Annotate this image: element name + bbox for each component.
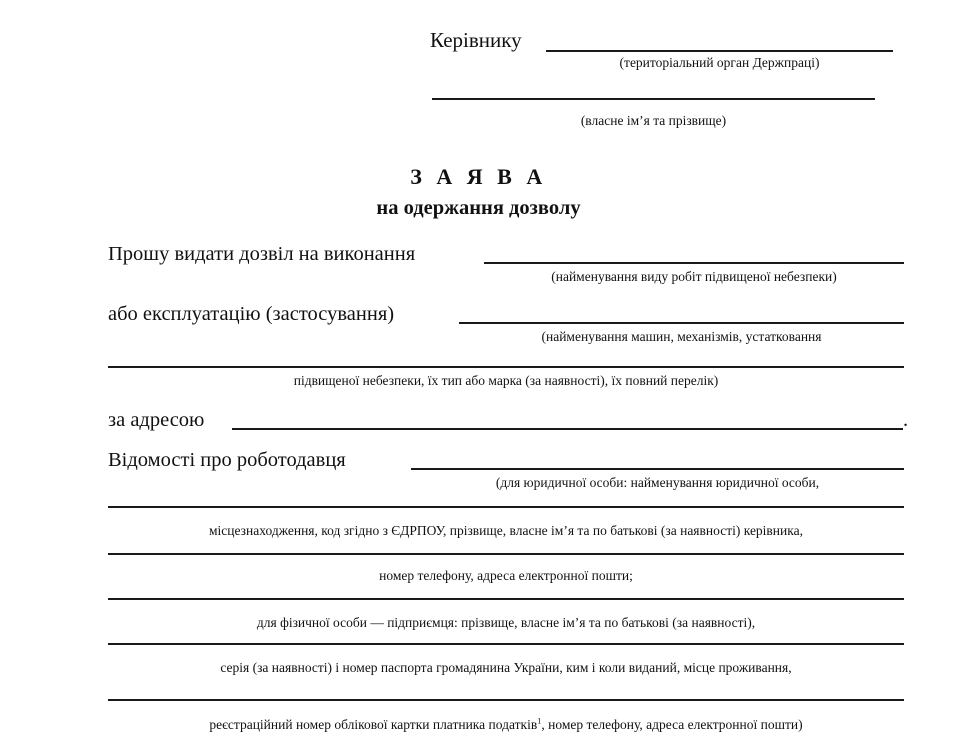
- tax-number-caption: [108, 718, 904, 732]
- addressee-caption: (територіальний орган Держпраці): [619, 55, 820, 70]
- equipment-continuation-fill-rule[interactable]: [108, 366, 904, 368]
- work-type-fill-rule[interactable]: [484, 262, 904, 264]
- passport-caption: серія (за наявності) і номер паспорта громадянина України, ким і коли виданий, місце проживання,: [220, 660, 792, 675]
- address-trailing-period: .: [903, 409, 909, 431]
- employer-label: Відомості про роботодавця: [108, 449, 346, 471]
- tax-number-caption-pre: реєстраційний номер облікової картки платника податків: [209, 717, 538, 732]
- document-title: З А Я В А: [410, 164, 547, 189]
- equipment-label: або експлуатацію (застосування): [108, 303, 395, 325]
- employer-contact-fill-rule[interactable]: [108, 553, 904, 555]
- equipment-fill-rule[interactable]: [459, 322, 904, 324]
- passport-fill-rule[interactable]: [108, 643, 904, 645]
- sole-proprietor-caption: для фізичної особи — підприємця: прізвище, власне ім’я та по батькові (за наявності),: [256, 615, 756, 630]
- employer-details-caption: місцезнаходження, код згідно з ЄДРПОУ, прізвище, власне ім’я та по батькові (за наявності) керівника,: [209, 523, 803, 538]
- employer-caption: (для юридичної особи: найменування юридичної особи,: [495, 475, 820, 490]
- address-label: за адресою: [108, 409, 205, 431]
- equipment-continuation-caption: підвищеної небезпеки, їх тип або марка (за наявності), їх повний перелік): [293, 373, 719, 388]
- document-subtitle: на одержання дозволу: [376, 197, 581, 219]
- addressee-fill-rule[interactable]: [546, 50, 893, 52]
- sole-proprietor-fill-rule[interactable]: [108, 598, 904, 600]
- tax-number-caption-post: , номер телефону, адреса електронної пошти): [541, 717, 803, 732]
- address-fill-rule[interactable]: [232, 428, 903, 430]
- work-type-caption: (найменування виду робіт підвищеної небезпеки): [551, 269, 837, 284]
- addressee-label: Керівнику: [430, 28, 522, 52]
- employer-fill-rule[interactable]: [411, 468, 904, 470]
- footnote-marker: 1: [537, 716, 542, 726]
- applicant-name-caption: (власне ім’я та прізвище): [580, 113, 727, 128]
- employer-details-fill-rule[interactable]: [108, 506, 904, 508]
- equipment-caption: (найменування машин, механізмів, устатковання: [541, 329, 822, 344]
- tax-number-fill-rule[interactable]: [108, 699, 904, 701]
- applicant-name-fill-rule[interactable]: [432, 98, 875, 100]
- work-type-label: Прошу видати дозвіл на виконання: [108, 243, 416, 265]
- employer-contact-caption: номер телефону, адреса електронної пошти;: [379, 568, 633, 583]
